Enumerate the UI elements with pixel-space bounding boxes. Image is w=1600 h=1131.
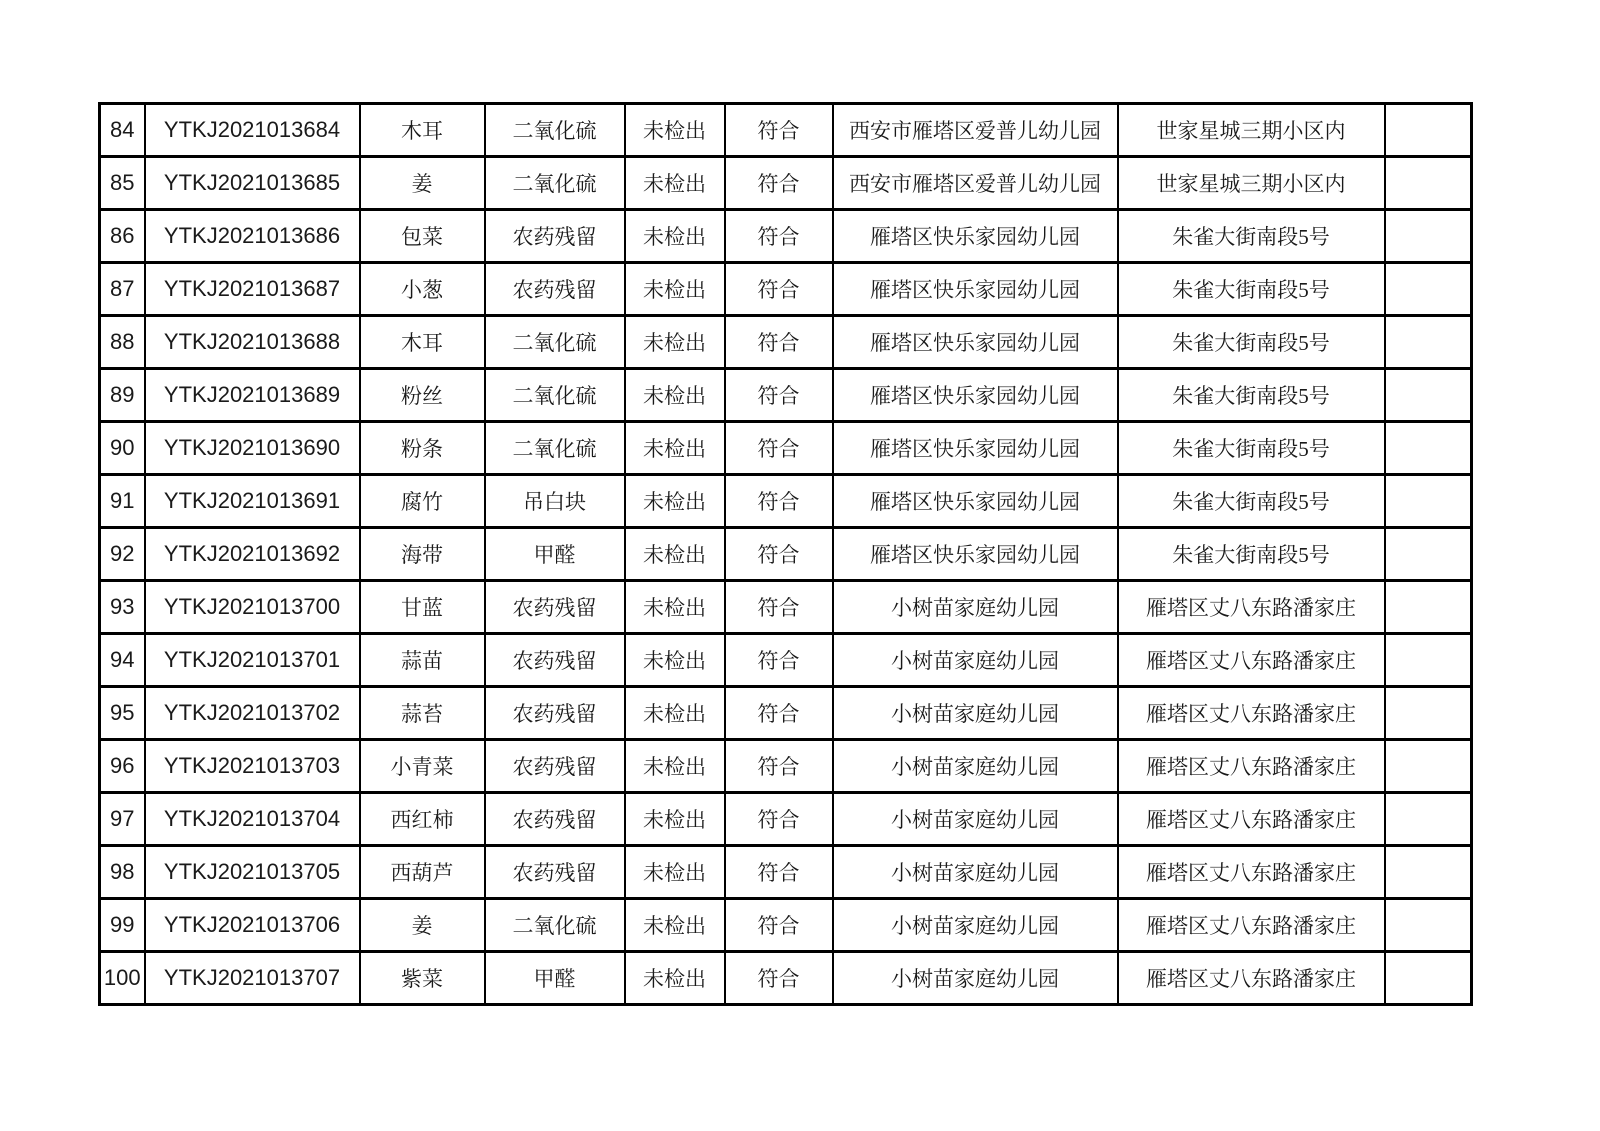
unit-address-cell: 朱雀大街南段5号 [1118, 422, 1385, 475]
sample-id-cell: YTKJ2021013702 [145, 687, 360, 740]
sampled-unit-cell: 小树苗家庭幼儿园 [833, 581, 1118, 634]
table-row [100, 687, 1472, 740]
sampled-unit-cell: 西安市雁塔区爱普儿幼儿园 [833, 157, 1118, 210]
sample-name-cell: 紫菜 [360, 952, 485, 1005]
row-number-cell: 84 [100, 104, 145, 157]
conclusion-cell: 符合 [725, 369, 833, 422]
conclusion-cell: 符合 [725, 899, 833, 952]
table-row [100, 475, 1472, 528]
sample-name-cell: 粉丝 [360, 369, 485, 422]
test-item-cell: 二氧化硫 [485, 157, 625, 210]
sample-name-cell: 小葱 [360, 263, 485, 316]
remark-cell [1385, 581, 1472, 634]
sampled-unit-cell: 小树苗家庭幼儿园 [833, 740, 1118, 793]
unit-address-cell: 雁塔区丈八东路潘家庄 [1118, 687, 1385, 740]
test-result-cell: 未检出 [625, 316, 725, 369]
results-table-body [100, 104, 1472, 1005]
test-result-cell: 未检出 [625, 210, 725, 263]
row-number-cell: 91 [100, 475, 145, 528]
sampled-unit-cell: 小树苗家庭幼儿园 [833, 952, 1118, 1005]
table-row [100, 793, 1472, 846]
conclusion-cell: 符合 [725, 422, 833, 475]
remark-cell [1385, 422, 1472, 475]
sample-id-cell: YTKJ2021013701 [145, 634, 360, 687]
sampled-unit-cell: 小树苗家庭幼儿园 [833, 899, 1118, 952]
sampled-unit-cell: 西安市雁塔区爱普儿幼儿园 [833, 104, 1118, 157]
test-item-cell: 农药残留 [485, 687, 625, 740]
test-item-cell: 甲醛 [485, 528, 625, 581]
conclusion-cell: 符合 [725, 528, 833, 581]
row-number-cell: 89 [100, 369, 145, 422]
conclusion-cell: 符合 [725, 793, 833, 846]
sampled-unit-cell: 小树苗家庭幼儿园 [833, 634, 1118, 687]
test-item-cell: 农药残留 [485, 846, 625, 899]
sampled-unit-cell: 雁塔区快乐家园幼儿园 [833, 369, 1118, 422]
remark-cell [1385, 634, 1472, 687]
sample-name-cell: 腐竹 [360, 475, 485, 528]
sampled-unit-cell: 小树苗家庭幼儿园 [833, 687, 1118, 740]
sample-name-cell: 姜 [360, 157, 485, 210]
test-item-cell: 二氧化硫 [485, 422, 625, 475]
sample-id-cell: YTKJ2021013707 [145, 952, 360, 1005]
row-number-cell: 93 [100, 581, 145, 634]
table-row [100, 528, 1472, 581]
sample-id-cell: YTKJ2021013688 [145, 316, 360, 369]
test-result-cell: 未检出 [625, 157, 725, 210]
remark-cell [1385, 687, 1472, 740]
unit-address-cell: 朱雀大街南段5号 [1118, 316, 1385, 369]
row-number-cell: 99 [100, 899, 145, 952]
remark-cell [1385, 316, 1472, 369]
test-result-cell: 未检出 [625, 528, 725, 581]
test-result-cell: 未检出 [625, 422, 725, 475]
unit-address-cell: 雁塔区丈八东路潘家庄 [1118, 793, 1385, 846]
test-item-cell: 二氧化硫 [485, 369, 625, 422]
conclusion-cell: 符合 [725, 846, 833, 899]
remark-cell [1385, 475, 1472, 528]
conclusion-cell: 符合 [725, 634, 833, 687]
test-result-cell: 未检出 [625, 581, 725, 634]
conclusion-cell: 符合 [725, 952, 833, 1005]
sample-name-cell: 蒜苔 [360, 687, 485, 740]
conclusion-cell: 符合 [725, 316, 833, 369]
row-number-cell: 98 [100, 846, 145, 899]
table-row [100, 581, 1472, 634]
sample-id-cell: YTKJ2021013706 [145, 899, 360, 952]
unit-address-cell: 雁塔区丈八东路潘家庄 [1118, 581, 1385, 634]
row-number-cell: 88 [100, 316, 145, 369]
test-item-cell: 二氧化硫 [485, 316, 625, 369]
sample-id-cell: YTKJ2021013703 [145, 740, 360, 793]
table-row [100, 369, 1472, 422]
test-item-cell: 甲醛 [485, 952, 625, 1005]
unit-address-cell: 雁塔区丈八东路潘家庄 [1118, 846, 1385, 899]
table-row [100, 952, 1472, 1005]
sample-id-cell: YTKJ2021013691 [145, 475, 360, 528]
sample-id-cell: YTKJ2021013684 [145, 104, 360, 157]
remark-cell [1385, 952, 1472, 1005]
row-number-cell: 92 [100, 528, 145, 581]
sample-id-cell: YTKJ2021013690 [145, 422, 360, 475]
test-result-cell: 未检出 [625, 793, 725, 846]
remark-cell [1385, 104, 1472, 157]
unit-address-cell: 雁塔区丈八东路潘家庄 [1118, 899, 1385, 952]
conclusion-cell: 符合 [725, 581, 833, 634]
row-number-cell: 87 [100, 263, 145, 316]
unit-address-cell: 雁塔区丈八东路潘家庄 [1118, 952, 1385, 1005]
conclusion-cell: 符合 [725, 157, 833, 210]
test-result-cell: 未检出 [625, 634, 725, 687]
remark-cell [1385, 846, 1472, 899]
row-number-cell: 94 [100, 634, 145, 687]
sample-name-cell: 木耳 [360, 316, 485, 369]
sample-id-cell: YTKJ2021013692 [145, 528, 360, 581]
test-item-cell: 农药残留 [485, 634, 625, 687]
unit-address-cell: 朱雀大街南段5号 [1118, 263, 1385, 316]
conclusion-cell: 符合 [725, 210, 833, 263]
sample-name-cell: 粉条 [360, 422, 485, 475]
sample-id-cell: YTKJ2021013686 [145, 210, 360, 263]
unit-address-cell: 雁塔区丈八东路潘家庄 [1118, 740, 1385, 793]
table-row [100, 104, 1472, 157]
table-row [100, 210, 1472, 263]
sampled-unit-cell: 雁塔区快乐家园幼儿园 [833, 528, 1118, 581]
sample-name-cell: 蒜苗 [360, 634, 485, 687]
test-result-cell: 未检出 [625, 475, 725, 528]
row-number-cell: 95 [100, 687, 145, 740]
sampled-unit-cell: 小树苗家庭幼儿园 [833, 846, 1118, 899]
test-result-cell: 未检出 [625, 846, 725, 899]
sample-id-cell: YTKJ2021013704 [145, 793, 360, 846]
unit-address-cell: 朱雀大街南段5号 [1118, 210, 1385, 263]
remark-cell [1385, 899, 1472, 952]
conclusion-cell: 符合 [725, 475, 833, 528]
test-result-cell: 未检出 [625, 740, 725, 793]
table-row [100, 634, 1472, 687]
unit-address-cell: 朱雀大街南段5号 [1118, 369, 1385, 422]
unit-address-cell: 世家星城三期小区内 [1118, 157, 1385, 210]
test-result-cell: 未检出 [625, 104, 725, 157]
sampled-unit-cell: 雁塔区快乐家园幼儿园 [833, 210, 1118, 263]
unit-address-cell: 朱雀大街南段5号 [1118, 528, 1385, 581]
conclusion-cell: 符合 [725, 263, 833, 316]
remark-cell [1385, 157, 1472, 210]
sampled-unit-cell: 雁塔区快乐家园幼儿园 [833, 263, 1118, 316]
test-item-cell: 农药残留 [485, 740, 625, 793]
unit-address-cell: 世家星城三期小区内 [1118, 104, 1385, 157]
test-result-cell: 未检出 [625, 369, 725, 422]
test-item-cell: 农药残留 [485, 581, 625, 634]
row-number-cell: 85 [100, 157, 145, 210]
row-number-cell: 86 [100, 210, 145, 263]
unit-address-cell: 雁塔区丈八东路潘家庄 [1118, 634, 1385, 687]
test-result-cell: 未检出 [625, 952, 725, 1005]
table-row [100, 846, 1472, 899]
table-row [100, 422, 1472, 475]
conclusion-cell: 符合 [725, 104, 833, 157]
sampled-unit-cell: 小树苗家庭幼儿园 [833, 793, 1118, 846]
table-row [100, 263, 1472, 316]
test-item-cell: 农药残留 [485, 263, 625, 316]
sampling-results-table [98, 102, 1473, 1006]
remark-cell [1385, 263, 1472, 316]
unit-address-cell: 朱雀大街南段5号 [1118, 475, 1385, 528]
test-item-cell: 农药残留 [485, 210, 625, 263]
conclusion-cell: 符合 [725, 740, 833, 793]
row-number-cell: 97 [100, 793, 145, 846]
table-row [100, 899, 1472, 952]
row-number-cell: 96 [100, 740, 145, 793]
sample-name-cell: 西葫芦 [360, 846, 485, 899]
sample-id-cell: YTKJ2021013687 [145, 263, 360, 316]
sample-name-cell: 西红柿 [360, 793, 485, 846]
table-row [100, 740, 1472, 793]
remark-cell [1385, 369, 1472, 422]
conclusion-cell: 符合 [725, 687, 833, 740]
sample-name-cell: 海带 [360, 528, 485, 581]
sample-name-cell: 木耳 [360, 104, 485, 157]
remark-cell [1385, 793, 1472, 846]
sampled-unit-cell: 雁塔区快乐家园幼儿园 [833, 475, 1118, 528]
test-result-cell: 未检出 [625, 263, 725, 316]
test-result-cell: 未检出 [625, 899, 725, 952]
sample-id-cell: YTKJ2021013685 [145, 157, 360, 210]
sample-id-cell: YTKJ2021013700 [145, 581, 360, 634]
sample-name-cell: 姜 [360, 899, 485, 952]
remark-cell [1385, 528, 1472, 581]
sample-name-cell: 小青菜 [360, 740, 485, 793]
sample-name-cell: 甘蓝 [360, 581, 485, 634]
test-item-cell: 吊白块 [485, 475, 625, 528]
sample-id-cell: YTKJ2021013705 [145, 846, 360, 899]
sample-id-cell: YTKJ2021013689 [145, 369, 360, 422]
sampled-unit-cell: 雁塔区快乐家园幼儿园 [833, 316, 1118, 369]
remark-cell [1385, 210, 1472, 263]
test-result-cell: 未检出 [625, 687, 725, 740]
row-number-cell: 90 [100, 422, 145, 475]
table-row [100, 316, 1472, 369]
test-item-cell: 二氧化硫 [485, 104, 625, 157]
sampled-unit-cell: 雁塔区快乐家园幼儿园 [833, 422, 1118, 475]
remark-cell [1385, 740, 1472, 793]
table-row [100, 157, 1472, 210]
sample-name-cell: 包菜 [360, 210, 485, 263]
test-item-cell: 二氧化硫 [485, 899, 625, 952]
test-item-cell: 农药残留 [485, 793, 625, 846]
row-number-cell: 100 [100, 952, 145, 1005]
